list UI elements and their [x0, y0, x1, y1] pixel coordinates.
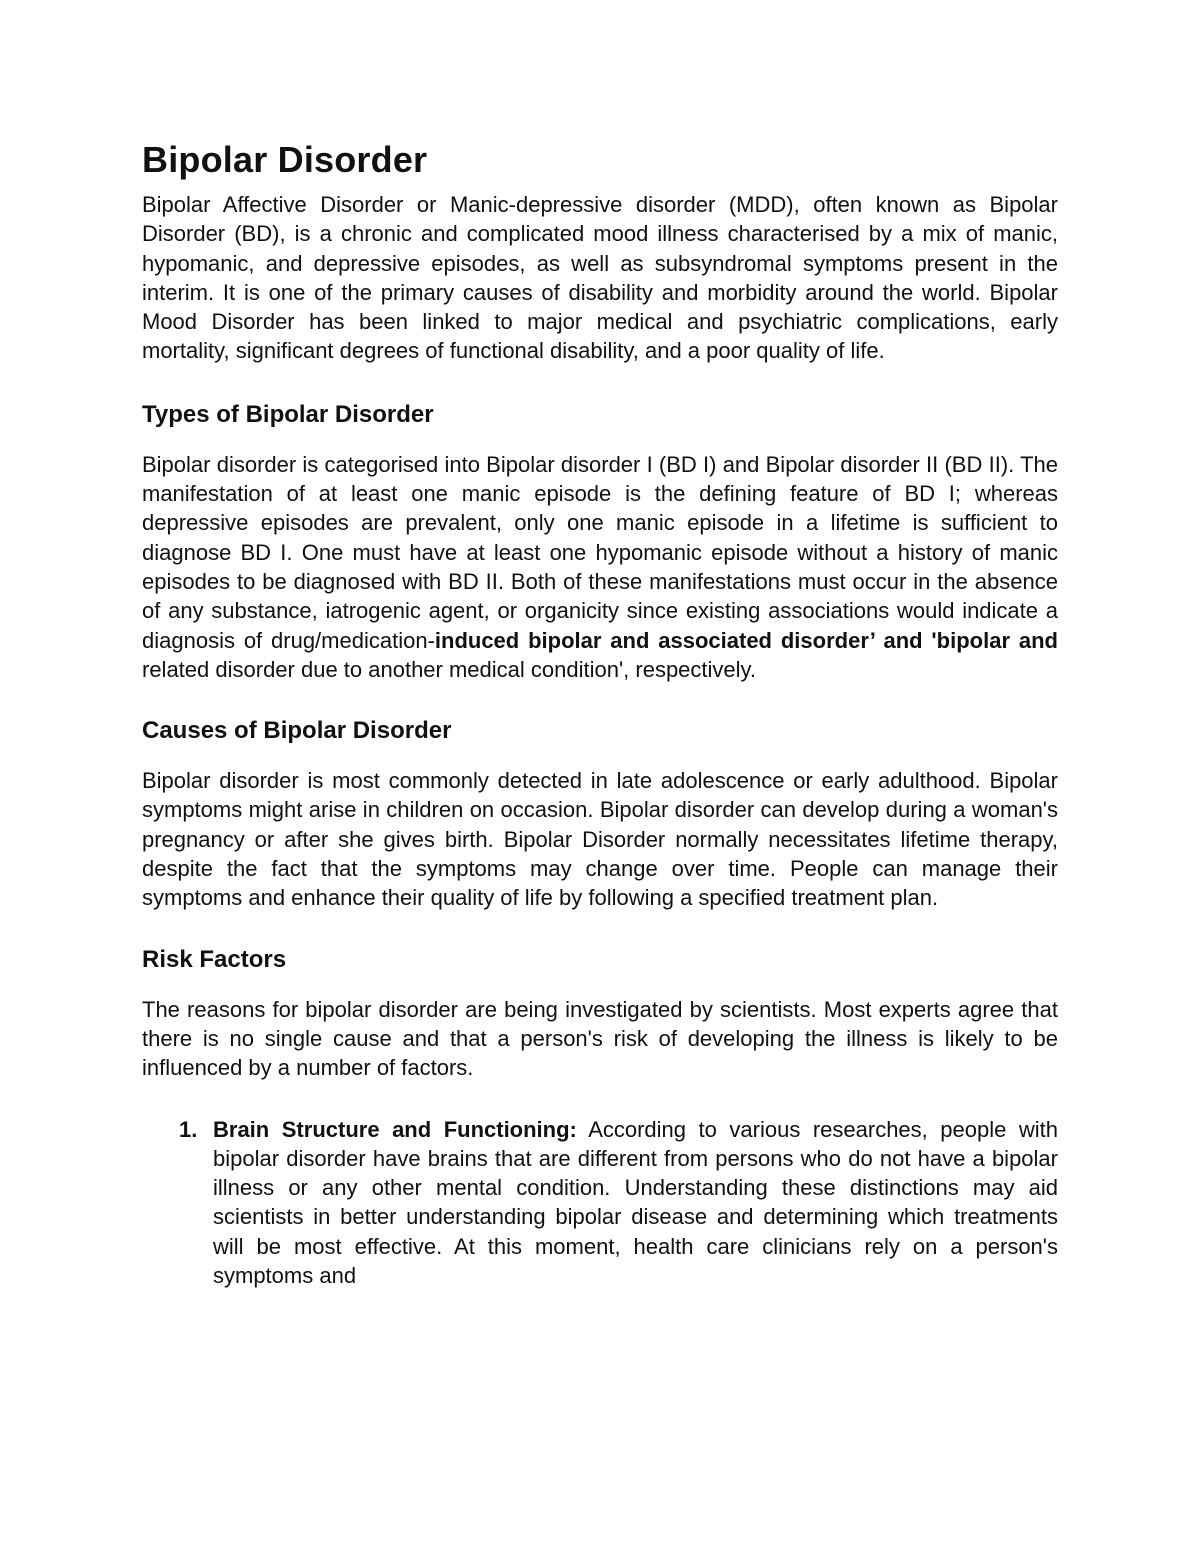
intro-paragraph: Bipolar Affective Disorder or Manic-depressive disorder (MDD), often known as Bipolar Disorder (BD), is a chronic and complicated mood illness characterised by a mix of manic, hypomanic, and depressive episodes, as well as subsyndromal symptoms present in the interim. It is one of the primary causes of disability and morbidity around the world. Bipolar Mood Disorder has been linked to major medical and psychiatric complications, early mortality, significant degrees of functional disability, and a poor quality of life. [142, 192, 1058, 364]
causes-heading: Causes of Bipolar Disorder [142, 717, 452, 745]
types-paragraph [142, 450, 1058, 684]
list-item-text: According to various researches, people with bipolar disorder have brains that are different from persons who do not have a bipolar illness or any other mental condition. Understanding these distinctions may aid scientists in better understanding bipolar disease and determining which treatments will be most effective. At this moment, health care clinicians rely on a person's symptoms and [213, 1116, 1059, 1289]
list-item-title: Brain Structure and Functioning: [213, 1116, 577, 1142]
list-item-number: 1. [179, 1116, 198, 1142]
risk-factors-list [142, 1115, 1058, 1291]
document-page [142, 138, 1058, 1290]
types-text-part-1: Bipolar disorder is categorised into Bipolar disorder I (BD I) and Bipolar disorder II (BD II). The manifestation of at least one manic episode is the defining feature of BD I; whereas depressive episodes are prevalent, only one manic episode in a lifetime is sufficient to diagnose BD I. One must have at least one hypomanic episode without a history of manic episodes to be diagnosed with BD II. Both of these manifestations must occur in the absence of any substance, iatrogenic agent, or organicity since existing associations would indicate a diagnosis of drug/medication- [142, 451, 1058, 653]
risk-factors-heading: Risk Factors [142, 945, 287, 973]
types-text-part-2: related disorder due to another medical condition', respectively. [142, 656, 757, 682]
causes-paragraph: Bipolar disorder is most commonly detected in late adolescence or early adulthood. Bipolar symptoms might arise in children on occasion. Bipolar disorder can develop during a woman's pregnancy or after she gives birth. Bipolar Disorder normally necessitates lifetime therapy, despite the fact that the symptoms may change over time. People can manage their symptoms and enhance their quality of life by following a specified treatment plan. [142, 768, 1058, 911]
risk-factors-paragraph: The reasons for bipolar disorder are being investigated by scientists. Most experts agree that there is no single cause and that a person's risk of developing the illness is likely to be influenced by a number of factors. [142, 996, 1058, 1081]
document-title: Bipolar Disorder [142, 139, 428, 180]
types-heading: Types of Bipolar Disorder [142, 400, 434, 428]
list-item [179, 1115, 1059, 1291]
types-text-bold: induced bipolar and associated disorder’ and 'bipolar and [434, 627, 1058, 653]
